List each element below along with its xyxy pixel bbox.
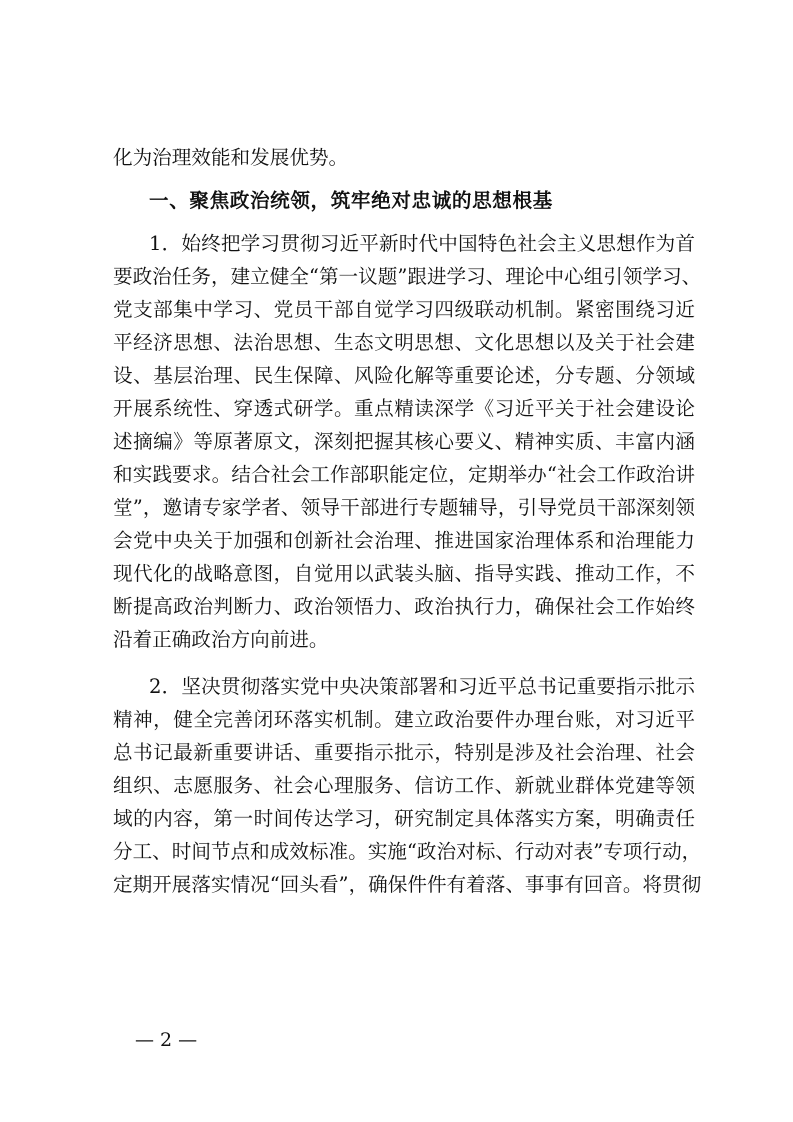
body-text-line: 和实践要求。结合社会工作部职能定位，定期举办“社会工作政治讲 [113, 463, 695, 486]
body-text-line: 堂”，邀请专家学者、领导干部进行专题辅导，引导党员干部深刻领 [113, 496, 695, 519]
body-text-line: 要政治任务，建立健全“第一议题”跟进学习、理论中心组引领学习、 [113, 265, 702, 288]
body-text-line: 总书记最新重要讲话、重要指示批示，特别是涉及社会治理、社会 [113, 741, 695, 764]
body-text-line: 设、基层治理、民生保障、风险化解等重要论述，分专题、分领域 [113, 364, 695, 387]
body-text-line: 定期开展落实情况“回头看”，确保件件有着落、事事有回音。将贯彻 [113, 873, 702, 896]
body-text-line: 沿着正确政治方向前进。 [113, 628, 329, 651]
body-text-line: 开展系统性、穿透式研学。重点精读深学《习近平关于社会建设论 [113, 397, 695, 420]
body-text-line: 平经济思想、法治思想、生态文明思想、文化思想以及关于社会建 [113, 331, 695, 354]
body-text-line: 党支部集中学习、党员干部自觉学习四级联动机制。紧密围绕习近 [113, 298, 695, 321]
body-text-line: 述摘编》等原著原文，深刻把握其核心要义、精神实质、丰富内涵 [113, 430, 695, 453]
body-text-line: 会党中央关于加强和创新社会治理、推进国家治理体系和治理能力 [113, 529, 695, 552]
body-text-line: 化为治理效能和发展优势。 [113, 146, 349, 169]
page-number: — 2 — [135, 1029, 198, 1051]
body-text-line: 2．坚决贯彻落实党中央决策部署和习近平总书记重要指示批示 [149, 675, 695, 698]
body-text-line: 分工、时间节点和成效标准。实施“政治对标、行动对表”专项行动， [113, 840, 702, 863]
body-text-line: 精神，健全完善闭环落实机制。建立政治要件办理台账，对习近平 [113, 708, 695, 731]
body-text-line: 现代化的战略意图，自觉用以武装头脑、指导实践、推动工作，不 [113, 562, 695, 585]
body-text-line: 域的内容，第一时间传达学习，研究制定具体落实方案，明确责任 [113, 807, 695, 830]
section-heading: 一、聚焦政治统领，筑牢绝对忠诚的思想根基 [149, 189, 553, 212]
body-text-line: 断提高政治判断力、政治领悟力、政治执行力，确保社会工作始终 [113, 595, 695, 618]
body-text-line: 1．始终把学习贯彻习近平新时代中国特色社会主义思想作为首 [149, 232, 695, 255]
body-text-line: 组织、志愿服务、社会心理服务、信访工作、新就业群体党建等领 [113, 774, 695, 797]
